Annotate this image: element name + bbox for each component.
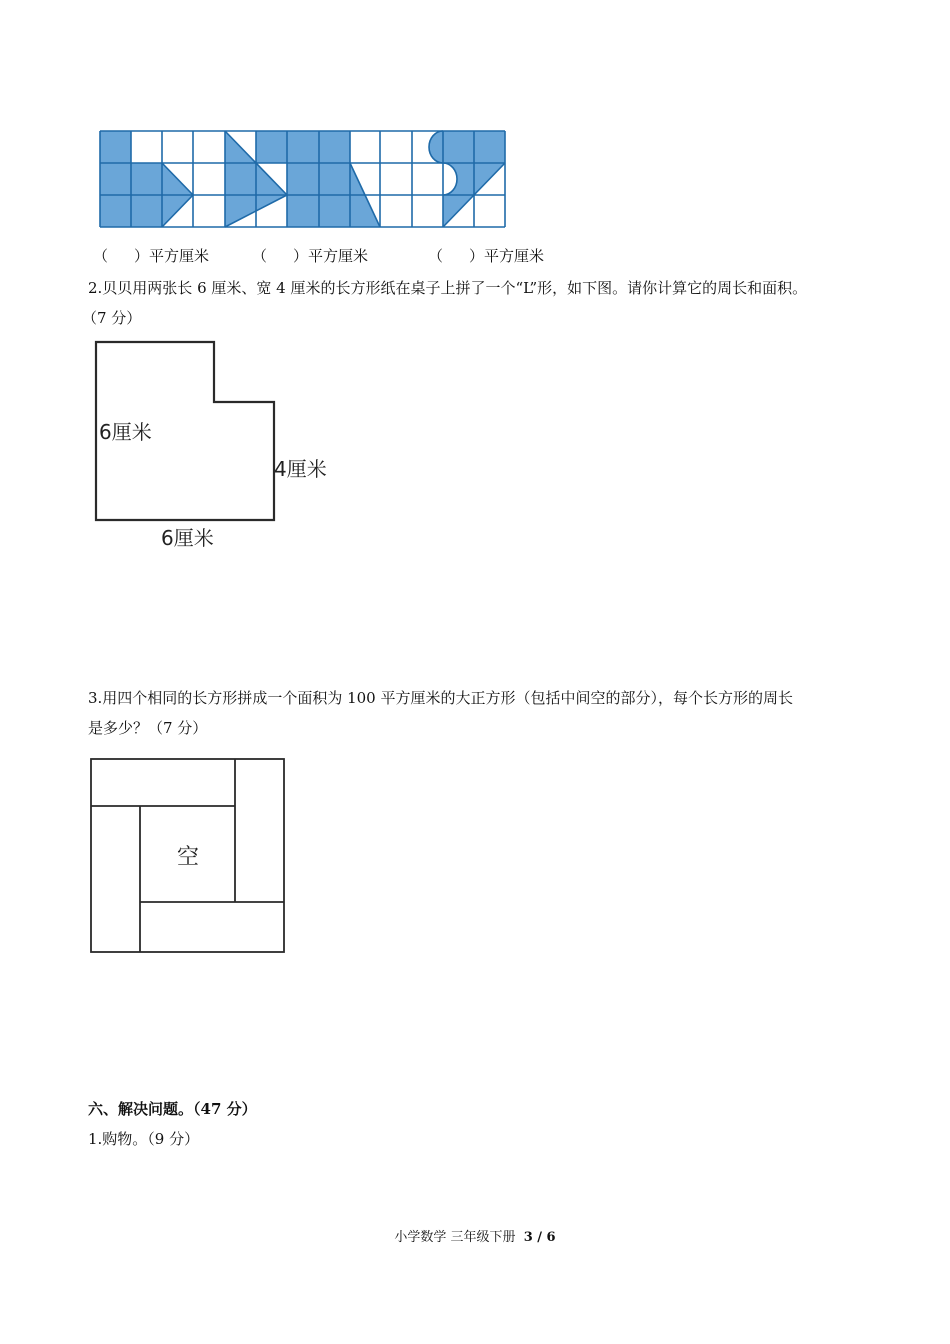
square-rectangles-figure xyxy=(88,756,288,956)
answer-blank-2 xyxy=(252,246,368,266)
question-3-text: 3.用四个相同的长方形拼成一个面积为 100 平方厘米的大正方形（包括中间空的部分），每个长方形的周长 xyxy=(88,689,793,707)
l-shape-label-bottom: 6厘米 xyxy=(161,526,214,550)
section-6-heading: 六、解决问题。（47 分） xyxy=(88,1100,257,1118)
paren-open: （ xyxy=(428,247,444,265)
footer-subject: 小学数学 三年级下册 xyxy=(394,1230,516,1245)
paren-close: ） xyxy=(469,247,485,265)
answer-blank-3 xyxy=(428,246,544,266)
question-2-score: （7 分） xyxy=(82,309,142,327)
question-3-text-cont: 是多少？（7 分） xyxy=(88,719,208,737)
unit-label: 平方厘米 xyxy=(149,247,210,265)
paren-close: ） xyxy=(293,247,309,265)
paren-open: （ xyxy=(252,247,268,265)
page-footer xyxy=(0,1229,950,1247)
empty-center-label: 空 xyxy=(176,845,200,870)
unit-label: 平方厘米 xyxy=(484,247,545,265)
grid-shading xyxy=(100,131,505,227)
answer-blank-1 xyxy=(93,246,209,266)
l-shape-label-left: 6厘米 xyxy=(99,420,152,444)
paren-open: （ xyxy=(93,247,109,265)
l-shape-figure xyxy=(88,336,348,556)
paren-close: ） xyxy=(134,247,150,265)
unit-label: 平方厘米 xyxy=(308,247,369,265)
question-2-text: 2.贝贝用两张长 6 厘米、宽 4 厘米的长方形纸在桌子上拼了一个“L”形，如下图。请你计算它的周长和面积。 xyxy=(88,279,808,297)
section-6-question-1: 1.购物。（9 分） xyxy=(88,1130,200,1148)
footer-page-number: 3 / 6 xyxy=(523,1230,556,1245)
grid-shapes-figure xyxy=(88,124,513,232)
l-shape-label-right: 4厘米 xyxy=(274,457,327,481)
